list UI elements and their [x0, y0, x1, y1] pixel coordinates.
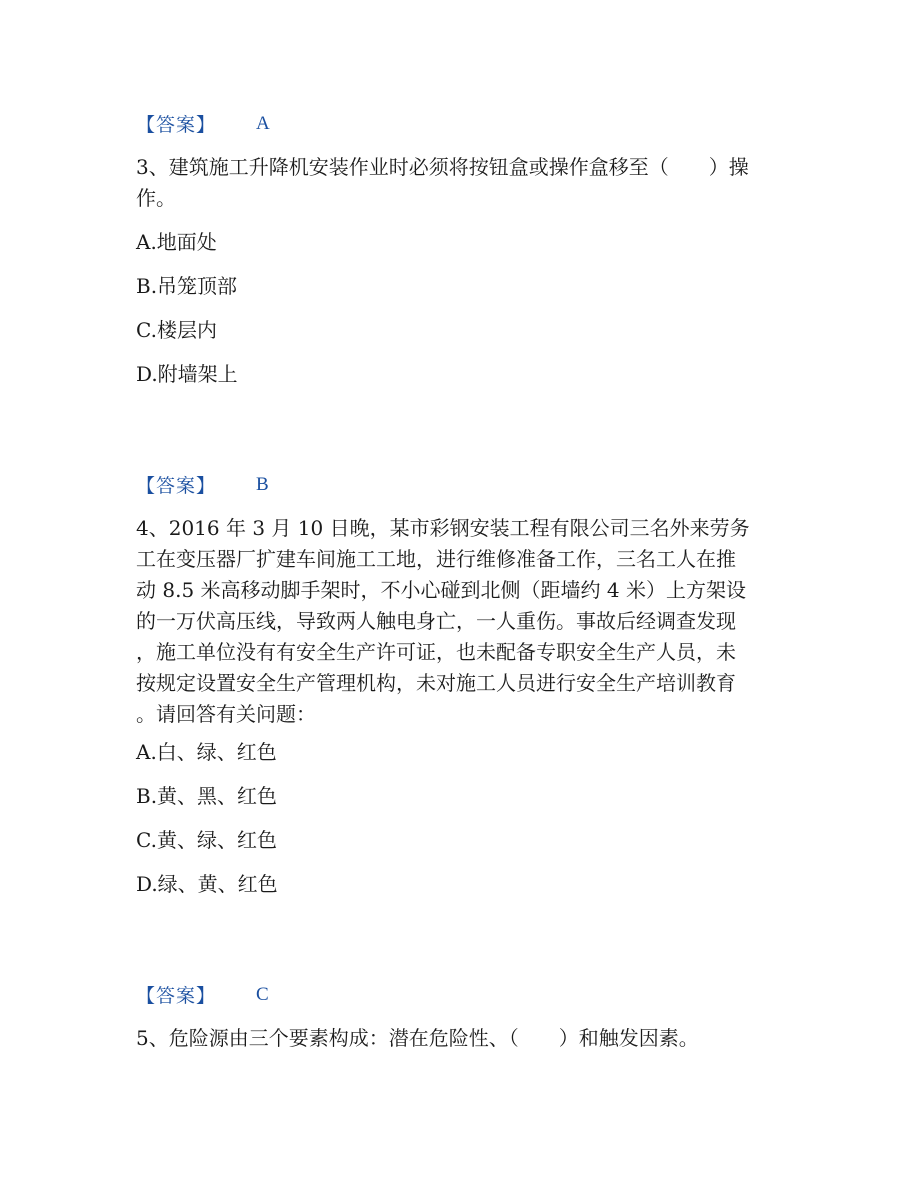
question-5-line-1: 5、危险源由三个要素构成：潜在危险性、（ ）和触发因素。 — [136, 1026, 699, 1050]
question-4-line-4: 的一万伏高压线，导致两人触电身亡，一人重伤。事故后经调查发现 — [136, 609, 736, 633]
answer-label: 【答案】 — [136, 985, 217, 1007]
q3-option-d: D.附墙架上 — [136, 362, 238, 386]
q4-option-d: D.绿、黄、红色 — [136, 872, 278, 896]
answer-value: A — [256, 112, 270, 134]
q4-option-c: C.黄、绿、红色 — [136, 828, 277, 852]
q3-option-b: B.吊笼顶部 — [136, 274, 238, 298]
question-4-line-1: 4、2016 年 3 月 10 日晚，某市彩钢安装工程有限公司三名外来劳务 — [136, 516, 750, 540]
answer-value: B — [256, 473, 269, 495]
answer-label: 【答案】 — [136, 114, 217, 136]
answer-line-1 — [136, 110, 270, 137]
question-3-line-1: 3、建筑施工升降机安装作业时必须将按钮盒或操作盒移至（ ）操 — [136, 155, 749, 179]
q4-option-b: B.黄、黑、红色 — [136, 784, 278, 808]
answer-line-3 — [136, 981, 269, 1008]
answer-line-2 — [136, 471, 269, 498]
question-4-line-2: 工在变压器厂扩建车间施工工地，进行维修准备工作，三名工人在推 — [136, 547, 736, 571]
question-4-line-7: 。请回答有关问题： — [136, 702, 316, 726]
question-4-line-3: 动 8.5 米高移动脚手架时，不小心碰到北侧（距墙约 4 米）上方架设 — [136, 578, 746, 602]
question-5 — [136, 1023, 776, 1054]
q3-option-a: A.地面处 — [136, 230, 217, 254]
question-4 — [136, 513, 776, 730]
question-4-line-6: 按规定设置安全生产管理机构，未对施工人员进行安全生产培训教育 — [136, 671, 736, 695]
question-3 — [136, 152, 776, 214]
question-3-line-2: 作。 — [136, 186, 176, 210]
answer-label: 【答案】 — [136, 475, 217, 497]
question-4-line-5: ，施工单位没有有安全生产许可证，也未配备专职安全生产人员，未 — [136, 640, 736, 664]
answer-value: C — [256, 983, 269, 1005]
q3-option-c: C.楼层内 — [136, 318, 217, 342]
q4-option-a: A.白、绿、红色 — [136, 740, 277, 764]
